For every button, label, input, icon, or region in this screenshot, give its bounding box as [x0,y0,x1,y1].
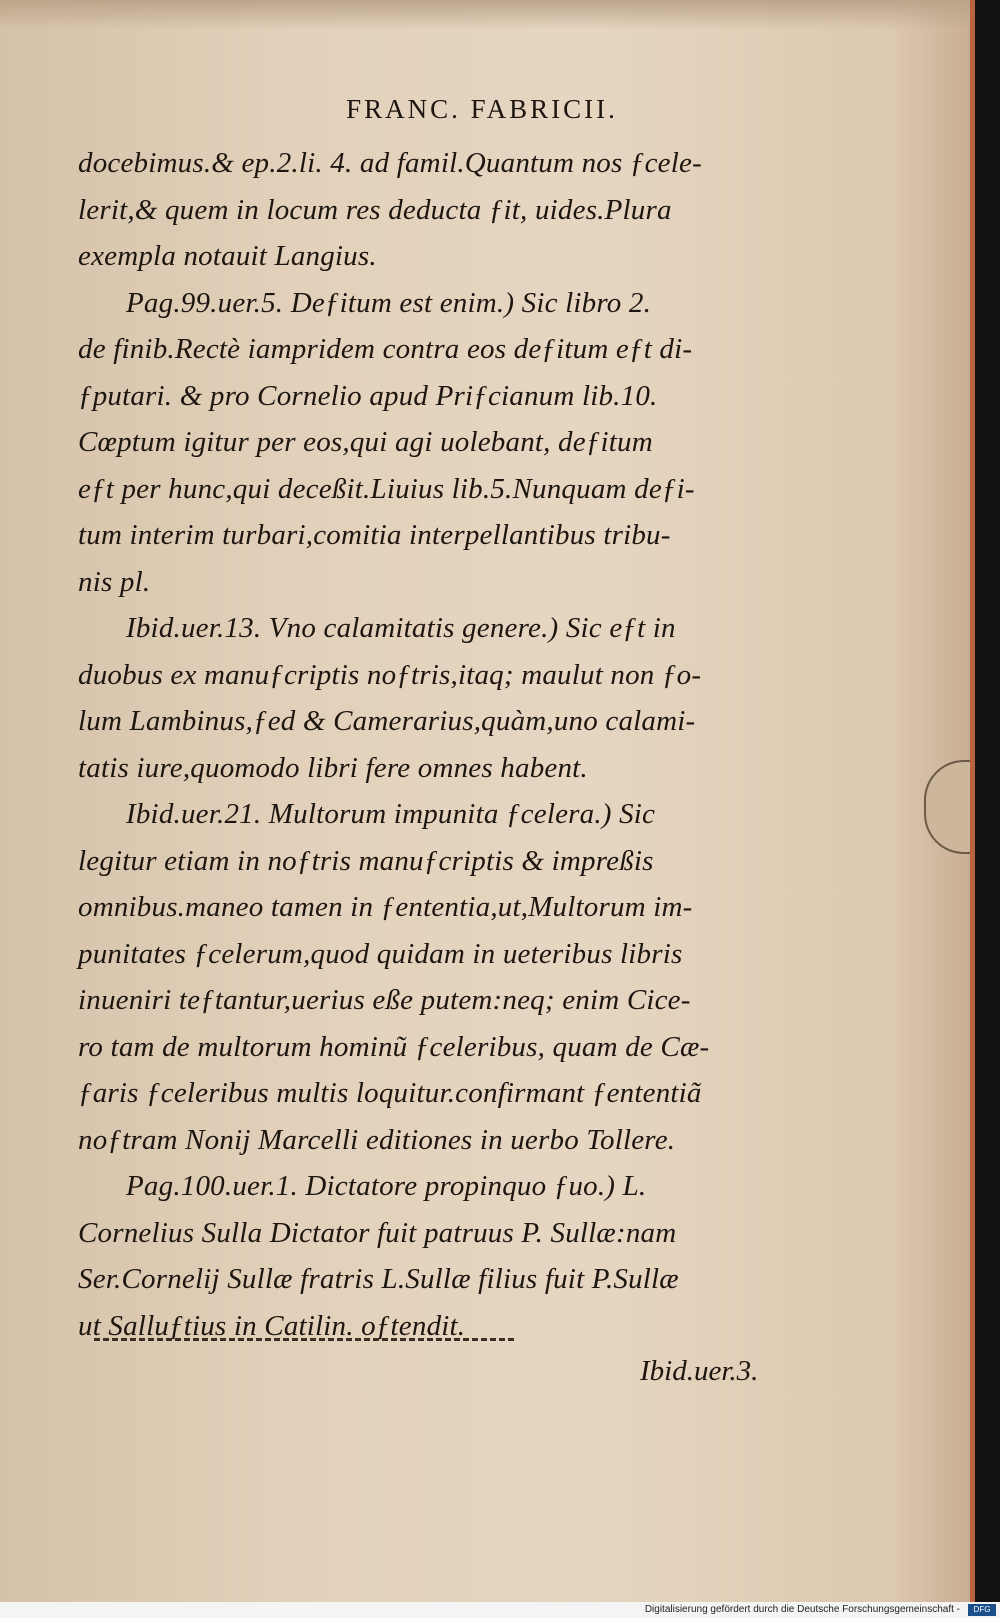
running-head: FRANC. FABRICII. [346,94,618,124]
text-line: Cœptum igitur per eos,qui agi uolebant, deƒitum [78,426,653,458]
page-fore-edge-tab [924,760,970,854]
text-line: ƒaris ƒceleribus multis loquitur.confirmant ƒententiã [78,1077,702,1109]
text-line: omnibus.maneo tamen in ƒententia,ut,Multorum im- [78,891,693,923]
text-line: ro tam de multorum hominũ ƒceleribus, quam de Cæ- [78,1030,710,1063]
text-line: eƒt per hunc,qui deceßit.Liuius lib.5.Nunquam deƒi- [78,472,695,505]
text-line: de finib.Rectè iampridem contra eos deƒitum eƒt di- [78,333,693,365]
text-line: Ibid.uer.21. Multorum impunita ƒcelera.) Sic [126,798,656,830]
text-line: Pag.99.uer.5. Deƒitum est enim.) Sic libro 2. [126,286,652,319]
text-line: inueniri teƒtantur,uerius eße putem:neq; enim Cice- [78,984,691,1016]
text-line: Pag.100.uer.1. Dictatore propinquo ƒuo.) L. [126,1170,647,1202]
text-line: noƒtram Nonij Marcelli editiones in uerbo Tollere. [78,1123,676,1156]
digitization-footer [0,1602,1000,1618]
text-line: lum Lambinus,ƒed & Camerarius,quàm,uno calami- [78,705,696,737]
text-line: ut Salluƒtius in Catilin. oƒtendit. [78,1309,466,1342]
text-line: Ser.Cornelij Sullæ fratris L.Sullæ filius fuit P.Sullæ [78,1263,679,1295]
catchword: Ibid.uer.3. [640,1355,759,1387]
text-line: Cornelius Sulla Dictator fuit patruus P. Sullæ:nam [78,1216,677,1249]
text-line: tatis iure,quomodo libri fere omnes habent. [78,751,588,784]
text-line: tum interim turbari,comitia interpellantibus tribu- [78,519,671,551]
page-text-block [78,78,808,1349]
text-line: exempla notauit Langius. [78,240,377,272]
footer-credit-text: Digitalisierung gefördert durch die Deutsche Forschungsgemeinschaft - [644,1604,960,1615]
text-line: lerit,& quem in locum res deducta ƒit, uides.Plura [78,193,672,226]
text-line: nis pl. [78,565,151,598]
text-line: ƒputari. & pro Cornelio apud Priƒcianum lib.10. [78,379,658,412]
text-line: legitur etiam in noƒtris manuƒcriptis & impreßis [78,844,654,877]
text-line: docebimus.& ep.2.li. 4. ad famil.Quantum nos ƒcele- [78,147,702,179]
text-line: Ibid.uer.13. Vno calamitatis genere.) Sic eƒt in [126,612,676,644]
text-line: duobus ex manuƒcriptis noƒtris,itaq; maulut non ƒo- [78,658,702,691]
text-line: punitates ƒcelerum,quod quidam in ueteribus libris [78,937,683,970]
footer-rule-divider [94,1338,514,1341]
dfg-logo-icon: DFG [968,1604,996,1616]
